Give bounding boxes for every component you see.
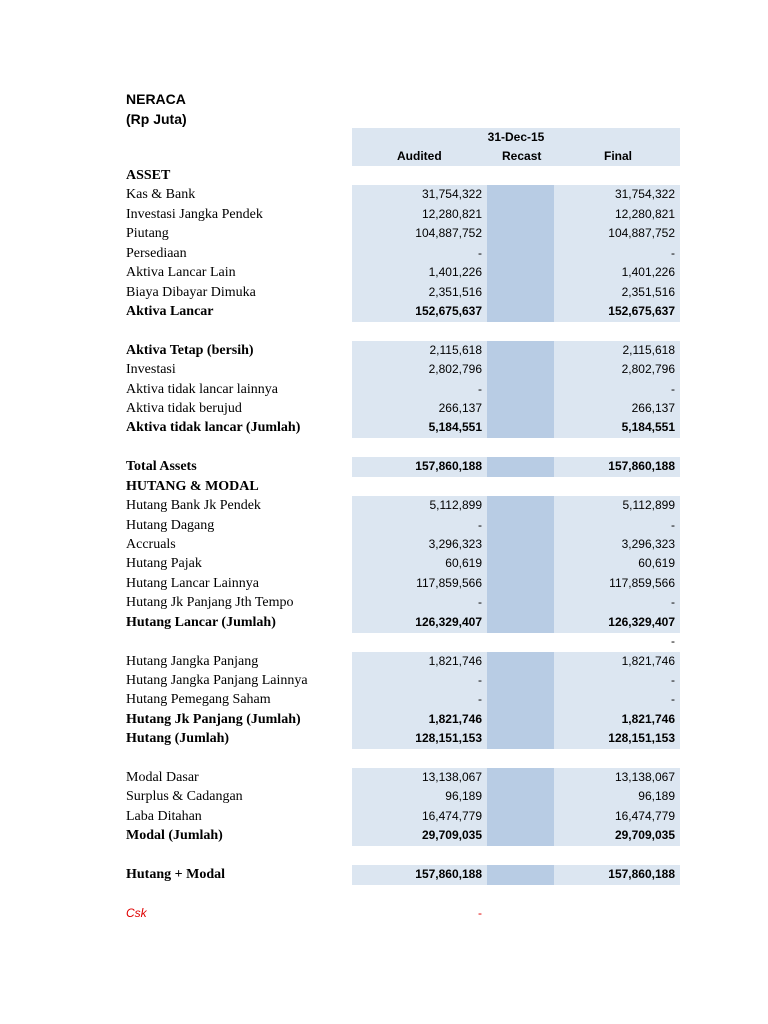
recast-cell-bg bbox=[487, 574, 554, 594]
table-row bbox=[0, 593, 768, 612]
audited-value: 1,821,746 bbox=[428, 653, 482, 668]
row-label: Modal (Jumlah) bbox=[126, 828, 223, 844]
recast-cell-bg bbox=[487, 690, 554, 710]
row-label: Aktiva tidak berujud bbox=[126, 401, 242, 417]
recast-cell-bg bbox=[487, 380, 554, 400]
row-label: Hutang Dagang bbox=[126, 517, 215, 533]
row-label: Aktiva Tetap (bersih) bbox=[126, 342, 254, 358]
row-label: Total Assets bbox=[126, 459, 197, 475]
audited-value: - bbox=[478, 517, 482, 532]
row-label: Hutang Jangka Panjang Lainnya bbox=[126, 672, 308, 688]
recast-cell-bg bbox=[487, 710, 554, 730]
final-cell-bg bbox=[554, 690, 680, 710]
audited-value: 126,329,407 bbox=[415, 614, 482, 629]
recast-cell-bg bbox=[487, 360, 554, 380]
final-value: 2,351,516 bbox=[621, 284, 675, 299]
period-header: 31-Dec-15 bbox=[487, 130, 545, 144]
row-label: Aktiva tidak lancar (Jumlah) bbox=[126, 420, 301, 436]
audited-value: 5,112,899 bbox=[429, 498, 482, 513]
audited-value: 3,296,323 bbox=[428, 536, 482, 551]
final-value: 5,112,899 bbox=[622, 498, 675, 513]
row-label: HUTANG & MODAL bbox=[126, 478, 259, 494]
recast-cell-bg bbox=[487, 671, 554, 691]
audited-value: - bbox=[478, 672, 482, 687]
row-label: Surplus & Cadangan bbox=[126, 789, 243, 805]
audited-value: 266,137 bbox=[438, 401, 482, 416]
recast-cell-bg bbox=[487, 283, 554, 303]
final-value: 1,821,746 bbox=[621, 711, 675, 726]
audited-cell-bg bbox=[352, 593, 487, 613]
table-row bbox=[0, 341, 768, 360]
recast-cell-bg bbox=[487, 516, 554, 536]
recast-cell-bg bbox=[487, 341, 554, 361]
table-row bbox=[0, 554, 768, 573]
table-row bbox=[0, 496, 768, 515]
audited-cell-bg bbox=[352, 244, 487, 264]
table-row bbox=[0, 205, 768, 224]
table-row bbox=[0, 865, 768, 884]
recast-cell-bg bbox=[487, 302, 554, 322]
row-label: Aktiva tidak lancar lainnya bbox=[126, 381, 278, 397]
table-row bbox=[0, 846, 768, 865]
row-label: Hutang Pemegang Saham bbox=[126, 692, 271, 708]
final-value: 128,151,153 bbox=[608, 731, 675, 746]
recast-cell-bg bbox=[487, 613, 554, 633]
row-label: Aktiva Lancar Lain bbox=[126, 265, 236, 281]
final-cell-bg bbox=[554, 380, 680, 400]
recast-cell-bg bbox=[487, 418, 554, 438]
audited-value: 31,754,322 bbox=[421, 187, 482, 202]
table-row bbox=[0, 729, 768, 748]
row-label: Investasi Jangka Pendek bbox=[126, 206, 263, 222]
final-value: - bbox=[671, 381, 675, 396]
audited-value: 128,151,153 bbox=[415, 731, 482, 746]
table-row bbox=[0, 671, 768, 690]
audited-value: - bbox=[478, 245, 482, 260]
audited-value: 157,860,188 bbox=[415, 867, 482, 882]
audited-value: 1,821,746 bbox=[428, 711, 482, 726]
table-row bbox=[0, 302, 768, 321]
row-label: Hutang Lancar (Jumlah) bbox=[126, 614, 276, 630]
table-row bbox=[0, 652, 768, 671]
recast-cell-bg bbox=[487, 457, 554, 477]
audited-value: 12,280,821 bbox=[421, 206, 482, 221]
report-title: NERACA bbox=[126, 91, 186, 107]
audited-value: - bbox=[478, 692, 482, 707]
check-value: - bbox=[478, 906, 482, 920]
table-row bbox=[0, 749, 768, 768]
final-value: 16,474,779 bbox=[614, 808, 675, 823]
recast-cell-bg bbox=[487, 244, 554, 264]
table-row bbox=[0, 768, 768, 787]
final-value: 1,401,226 bbox=[621, 265, 675, 280]
check-label: Csk bbox=[126, 906, 147, 920]
audited-cell-bg bbox=[352, 671, 487, 691]
audited-value: 104,887,752 bbox=[415, 226, 482, 241]
table-row bbox=[0, 826, 768, 845]
table-row bbox=[0, 360, 768, 379]
row-label: Hutang Bank Jk Pendek bbox=[126, 498, 261, 514]
table-row bbox=[0, 457, 768, 476]
table-row bbox=[0, 283, 768, 302]
table-row bbox=[0, 438, 768, 457]
audited-value: 152,675,637 bbox=[415, 303, 482, 318]
table-row bbox=[0, 185, 768, 204]
final-value: 5,184,551 bbox=[621, 420, 675, 435]
table-row bbox=[0, 224, 768, 243]
audited-value: - bbox=[478, 595, 482, 610]
row-label: ASSET bbox=[126, 168, 171, 183]
final-value: 2,802,796 bbox=[621, 362, 675, 377]
table-row bbox=[0, 535, 768, 554]
final-value: 31,754,322 bbox=[614, 187, 675, 202]
recast-cell-bg bbox=[487, 224, 554, 244]
final-value: 157,860,188 bbox=[608, 459, 675, 474]
table-row bbox=[0, 807, 768, 826]
audited-value: 5,184,551 bbox=[428, 420, 482, 435]
table-row bbox=[0, 710, 768, 729]
recast-cell-bg bbox=[487, 807, 554, 827]
audited-value: 2,115,618 bbox=[429, 342, 482, 357]
table-row bbox=[0, 418, 768, 437]
recast-cell-bg bbox=[487, 768, 554, 788]
row-label: Hutang + Modal bbox=[126, 867, 225, 883]
recast-cell-bg bbox=[487, 185, 554, 205]
row-label: Hutang (Jumlah) bbox=[126, 731, 230, 747]
table-row bbox=[0, 380, 768, 399]
final-value: 117,859,566 bbox=[609, 575, 675, 590]
final-value: 96,189 bbox=[638, 789, 675, 804]
table-row bbox=[0, 321, 768, 340]
final-value: - bbox=[671, 517, 675, 532]
table-row bbox=[0, 613, 768, 632]
recast-cell-bg bbox=[487, 496, 554, 516]
recast-cell-bg bbox=[487, 554, 554, 574]
table-row bbox=[0, 166, 768, 185]
audited-value: 2,802,796 bbox=[428, 362, 482, 377]
recast-cell-bg bbox=[487, 399, 554, 419]
table-row bbox=[0, 787, 768, 806]
row-label: Persediaan bbox=[126, 245, 187, 261]
audited-cell-bg bbox=[352, 690, 487, 710]
recast-cell-bg bbox=[487, 826, 554, 846]
row-label: Kas & Bank bbox=[126, 187, 196, 203]
row-label: Hutang Lancar Lainnya bbox=[126, 575, 259, 591]
row-label: Laba Ditahan bbox=[126, 808, 202, 824]
final-value: - bbox=[671, 595, 675, 610]
row-label: Hutang Pajak bbox=[126, 556, 202, 572]
table-row bbox=[0, 244, 768, 263]
row-label: Accruals bbox=[126, 536, 176, 552]
final-value: 152,675,637 bbox=[608, 303, 675, 318]
audited-value: 2,351,516 bbox=[428, 284, 482, 299]
recast-header: Recast bbox=[502, 149, 542, 163]
table-row bbox=[0, 632, 768, 651]
row-label: Hutang Jk Panjang Jth Tempo bbox=[126, 595, 294, 611]
final-cell-bg bbox=[554, 516, 680, 536]
audited-value: 157,860,188 bbox=[415, 459, 482, 474]
final-value: 3,296,323 bbox=[621, 536, 675, 551]
audited-value: 13,138,067 bbox=[421, 770, 482, 785]
final-value: 2,115,618 bbox=[622, 342, 675, 357]
audited-cell-bg bbox=[352, 380, 487, 400]
final-value: - bbox=[671, 672, 675, 687]
row-label: Hutang Jk Panjang (Jumlah) bbox=[126, 711, 301, 727]
final-value: 12,280,821 bbox=[614, 206, 675, 221]
stray-dash: - bbox=[671, 634, 675, 648]
audited-value: 16,474,779 bbox=[421, 808, 482, 823]
final-cell-bg bbox=[554, 593, 680, 613]
table-row bbox=[0, 690, 768, 709]
audited-value: 29,709,035 bbox=[421, 828, 482, 843]
recast-cell-bg bbox=[487, 205, 554, 225]
row-label: Hutang Jangka Panjang bbox=[126, 653, 259, 669]
recast-cell-bg bbox=[487, 729, 554, 749]
table-row bbox=[0, 399, 768, 418]
row-label: Biaya Dibayar Dimuka bbox=[126, 284, 256, 300]
table-row bbox=[0, 574, 768, 593]
final-value: 104,887,752 bbox=[608, 226, 675, 241]
report-subtitle: (Rp Juta) bbox=[126, 111, 187, 127]
recast-cell-bg bbox=[487, 535, 554, 555]
final-value: 1,821,746 bbox=[621, 653, 675, 668]
final-value: 29,709,035 bbox=[614, 828, 675, 843]
row-label: Aktiva Lancar bbox=[126, 303, 214, 319]
table-row bbox=[0, 477, 768, 496]
audited-value: 117,859,566 bbox=[416, 575, 482, 590]
audited-value: 96,189 bbox=[445, 789, 482, 804]
recast-cell-bg bbox=[487, 865, 554, 885]
table-row bbox=[0, 263, 768, 282]
final-value: 157,860,188 bbox=[608, 867, 675, 882]
final-value: 60,619 bbox=[638, 556, 675, 571]
audited-value: 60,619 bbox=[445, 556, 482, 571]
row-label: Modal Dasar bbox=[126, 770, 199, 786]
table-row bbox=[0, 516, 768, 535]
final-value: 126,329,407 bbox=[608, 614, 675, 629]
final-value: - bbox=[671, 692, 675, 707]
audited-header: Audited bbox=[397, 149, 442, 163]
recast-cell-bg bbox=[487, 652, 554, 672]
recast-cell-bg bbox=[487, 593, 554, 613]
final-cell-bg bbox=[554, 671, 680, 691]
final-value: - bbox=[671, 245, 675, 260]
row-label: Piutang bbox=[126, 226, 169, 242]
audited-value: - bbox=[478, 381, 482, 396]
recast-cell-bg bbox=[487, 787, 554, 807]
recast-cell-bg bbox=[487, 263, 554, 283]
final-value: 266,137 bbox=[631, 401, 675, 416]
final-value: 13,138,067 bbox=[614, 770, 675, 785]
row-label: Investasi bbox=[126, 362, 176, 378]
final-cell-bg bbox=[554, 244, 680, 264]
audited-cell-bg bbox=[352, 516, 487, 536]
final-header: Final bbox=[604, 149, 633, 163]
audited-value: 1,401,226 bbox=[428, 265, 482, 280]
